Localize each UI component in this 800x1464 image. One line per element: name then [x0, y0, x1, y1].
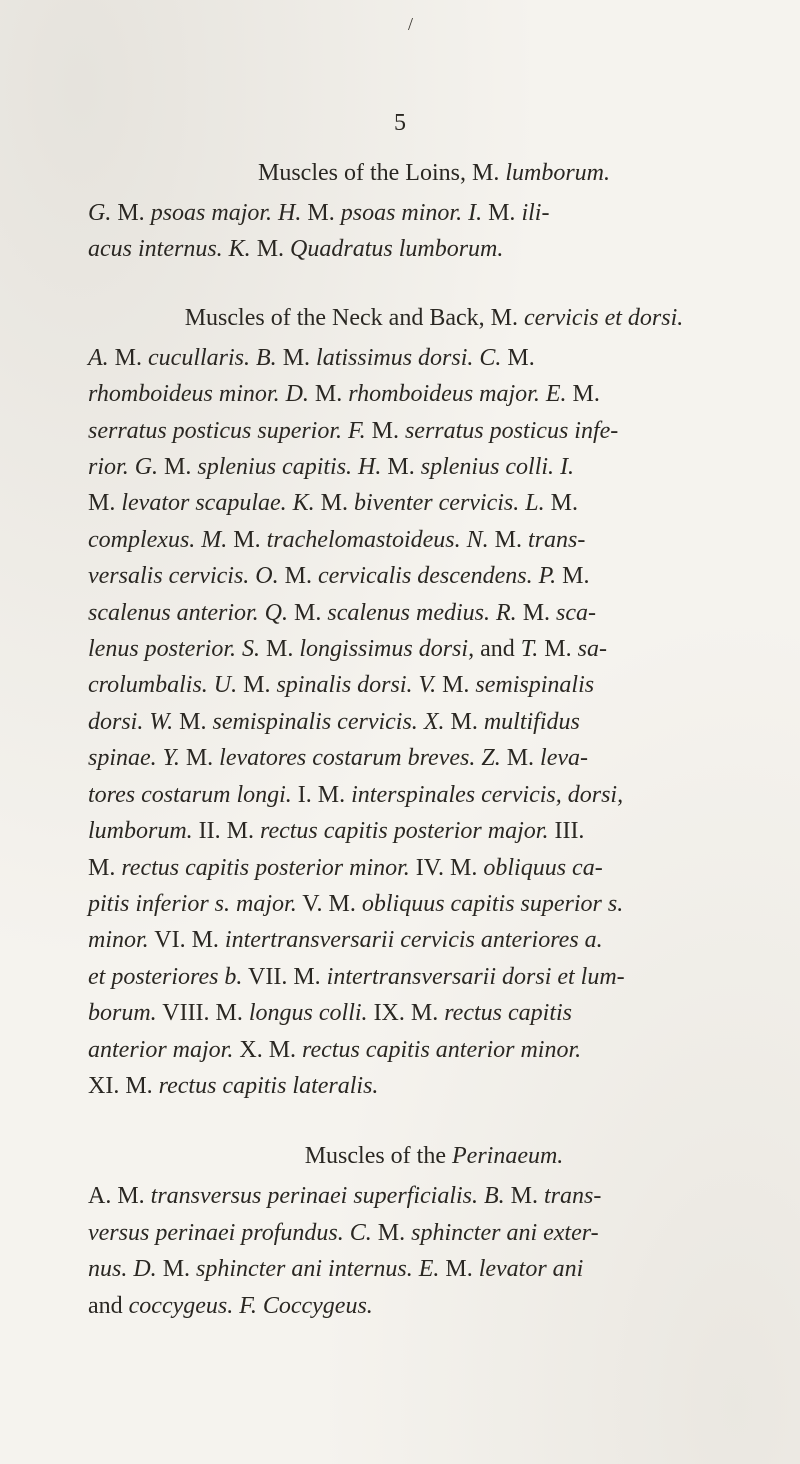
- entry-line: versus perinaei profundus. C. M. sphincter ani exter-: [88, 1219, 599, 1246]
- entry-line: M. levator scapulae. K. M. biventer cervicis. L. M.: [88, 490, 578, 517]
- entry-line: rior. G. M. splenius capitis. H. M. splenius colli. I.: [88, 454, 575, 481]
- entry-line: lumborum. II. M. rectus capitis posterior major. III.: [88, 818, 585, 845]
- heading-italic: Perinaeum.: [452, 1143, 564, 1170]
- entry-line: pitis inferior s. major. V. M. obliquus capitis superior s.: [88, 890, 624, 917]
- entry-line: A. M. transversus perinaei superficialis. B. M. trans-: [88, 1183, 602, 1210]
- entry-line: scalenus anterior. Q. M. scalenus medius. R. M. sca-: [88, 599, 597, 626]
- entry-line: tores costarum longi. I. M. interspinales cervicis, dorsi,: [88, 781, 624, 808]
- entry-line: et posteriores b. VII. M. intertransversarii dorsi et lum-: [88, 963, 625, 990]
- heading-text: Muscles of the: [304, 1143, 452, 1170]
- entry-line: minor. VI. M. intertransversarii cervicis anteriores a.: [88, 927, 603, 954]
- entry-line: rhomboideus minor. D. M. rhomboideus major. E. M.: [88, 381, 600, 408]
- entry-line: lenus posterior. S. M. longissimus dorsi, and T. M. sa-: [88, 636, 607, 663]
- section-entries-perinaeum: [88, 1178, 740, 1324]
- margin-mark: /: [408, 14, 414, 34]
- section-heading-neck-back: [88, 300, 740, 336]
- entry-line: nus. D. M. sphincter ani internus. E. M. levator ani: [88, 1256, 584, 1283]
- entry-line: M. rectus capitis posterior minor. IV. M. obliquus ca-: [88, 854, 603, 881]
- entry-line: anterior major. X. M. rectus capitis anterior minor.: [88, 1036, 582, 1063]
- entry-line: crolumbalis. U. M. spinalis dorsi. V. M. semispinalis: [88, 672, 595, 699]
- entry-line: acus internus. K. M. Quadratus lumborum.: [88, 236, 504, 263]
- entry-line: and coccygeus. F. Coccygeus.: [88, 1292, 373, 1319]
- heading-italic: lumborum.: [505, 160, 610, 186]
- entry-line: versalis cervicis. O. M. cervicalis descendens. P. M.: [88, 563, 590, 590]
- heading-text: Muscles of the Neck and Back, M.: [184, 304, 524, 331]
- entry-line: complexus. M. M. trachelomastoideus. N. M. trans-: [88, 526, 586, 553]
- page-content: [88, 155, 740, 1346]
- entry-line: G. M. psoas major. H. M. psoas minor. I. M. ili-: [88, 200, 550, 226]
- entry-line: spinae. Y. M. levatores costarum breves. Z. M. leva-: [88, 745, 589, 772]
- section-entries-loins: [88, 195, 740, 268]
- heading-text: Muscles of the Loins, M.: [258, 160, 506, 186]
- section-entries-neck-back: [88, 340, 740, 1105]
- section-heading-perinaeum: [88, 1138, 740, 1174]
- entry-line: A. M. cucullaris. B. M. latissimus dorsi. C. M.: [88, 344, 535, 371]
- entry-line: borum. VIII. M. longus colli. IX. M. rectus capitis: [88, 1000, 572, 1027]
- entry-line: dorsi. W. M. semispinalis cervicis. X. M. multifidus: [88, 708, 580, 735]
- heading-italic: cervicis et dorsi.: [523, 304, 684, 331]
- page-number: 5: [394, 110, 406, 136]
- entry-line: serratus posticus superior. F. M. serratus posticus infe-: [88, 417, 619, 444]
- entry-line: XI. M. rectus capitis lateralis.: [88, 1072, 379, 1099]
- section-heading-loins: [88, 155, 740, 191]
